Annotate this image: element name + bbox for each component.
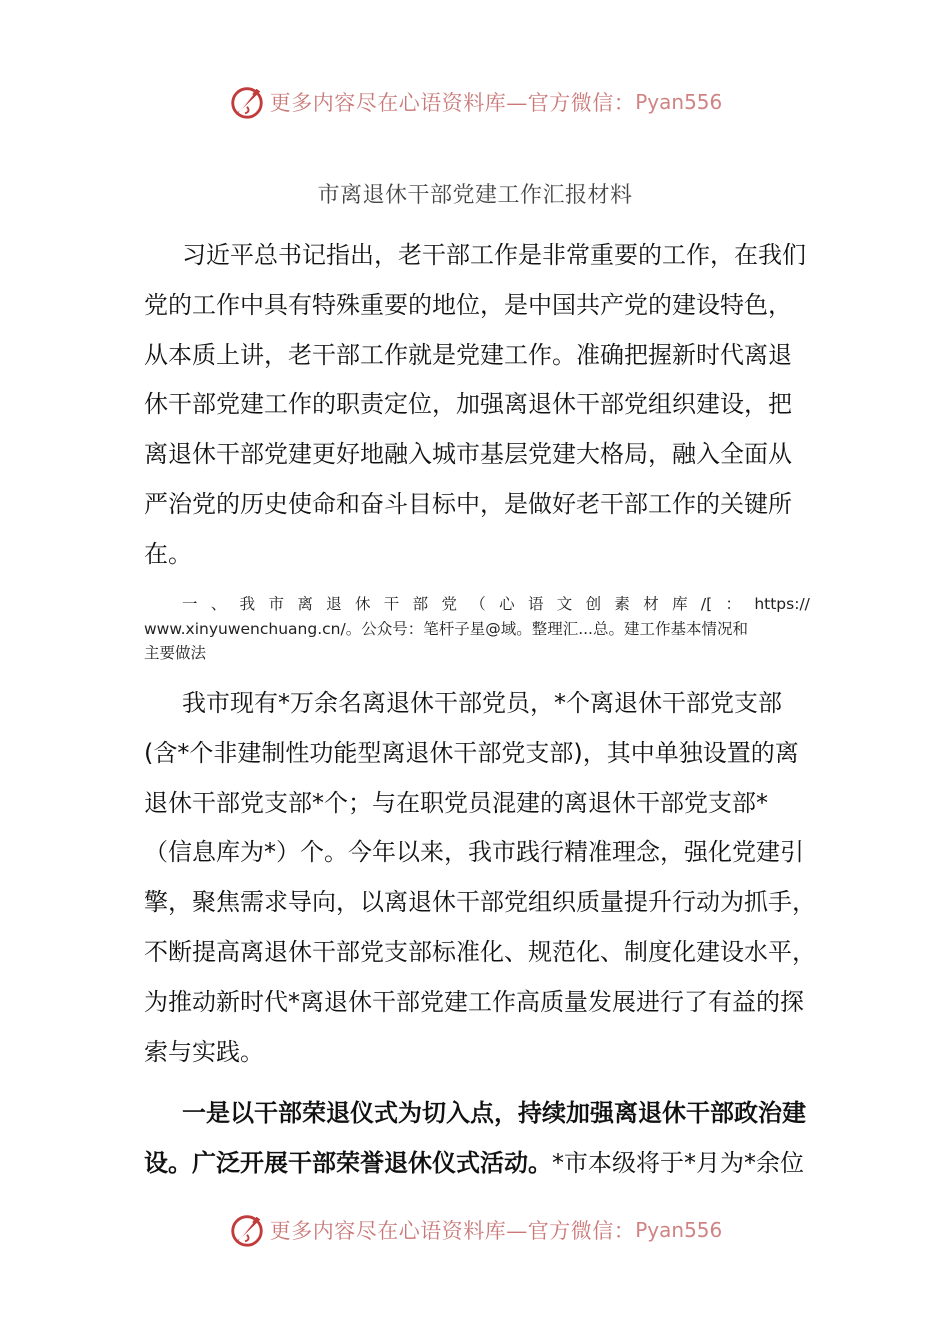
paragraph-line: 离退休干部党建更好地融入城市基层党建大格局，融入全面从 — [144, 440, 792, 469]
paragraph-line: 不断提高离退休干部党支部标准化、规范化、制度化建设水平， — [144, 937, 816, 966]
body-text: *市本级将于*月为*余位 — [552, 1148, 804, 1177]
quill-logo-icon — [228, 1211, 266, 1249]
watermark-text: 更多内容尽在心语资料库—官方微信： — [269, 91, 636, 115]
heading-char: ： — [725, 595, 742, 613]
paragraph-line: 休干部党建工作的职责定位，加强离退休干部党组织建设，把 — [144, 390, 792, 419]
heading-char: 市 — [268, 595, 284, 613]
heading-char: /[ — [700, 595, 713, 613]
heading-char: 部 — [412, 595, 429, 613]
heading-char: 心 — [499, 595, 515, 613]
paragraph-line: 从本质上讲，老干部工作就是党建工作。准确把握新时代离退 — [144, 340, 792, 369]
quill-logo-icon — [228, 83, 266, 121]
watermark-text: 更多内容尽在心语资料库—官方微信： — [269, 1219, 636, 1243]
heading-char: 离 — [297, 595, 313, 613]
heading-char: 材 — [643, 595, 659, 613]
paragraph-line: 在。 — [144, 539, 192, 568]
heading-char: 退 — [326, 595, 342, 613]
section-heading-row — [144, 592, 810, 617]
intro-paragraph — [144, 231, 824, 580]
paragraph-line: 索与实践。 — [144, 1037, 264, 1066]
heading-char: 干 — [383, 595, 400, 613]
heading-char: 文 — [556, 595, 573, 613]
wechat-id: Pyan556 — [635, 1218, 723, 1242]
paragraph-line: 我市现有*万余名离退休干部党员，*个离退休干部党支部 — [182, 689, 782, 717]
watermark-banner-bottom — [0, 1210, 950, 1250]
heading-char: 、 — [210, 595, 227, 613]
heading-char: https:// — [754, 595, 810, 613]
document-title: 市离退休干部党建工作汇报材料 — [317, 183, 633, 208]
status-paragraph — [144, 679, 824, 1077]
section-heading-row: www.xinyuwenchuang.cn/。公众号：笔杆子星@域。整理汇...总。建工作基本情况和 — [144, 619, 748, 638]
heading-char: 语 — [527, 595, 544, 613]
paragraph-line: 严治党的历史使命和奋斗目标中，是做好老干部工作的关键所 — [144, 489, 792, 518]
paragraph-line-bold: 一是以干部荣退仪式为切入点，持续加强离退休干部政治建 — [182, 1099, 806, 1127]
watermark-banner-top — [0, 82, 950, 122]
heading-char: 库 — [672, 595, 688, 613]
paragraph-line — [144, 1139, 824, 1189]
heading-char: 一 — [182, 595, 198, 613]
paragraph-line: （信息库为*）个。今年以来，我市践行精准理念，强化党建引 — [144, 838, 804, 867]
paragraph-line: 退休干部党支部*个；与在职党员混建的离退休干部党支部* — [144, 788, 768, 817]
heading-char: 我 — [239, 595, 256, 613]
section-heading-row: 主要做法 — [144, 644, 207, 662]
paragraph-line: 为推动新时代*离退休干部党建工作高质量发展进行了有益的探 — [144, 987, 804, 1016]
heading-char: 素 — [614, 595, 630, 613]
paragraph-line: 擎，聚焦需求导向，以离退休干部党组织质量提升行动为抓手， — [144, 888, 816, 917]
heading-char: 创 — [585, 595, 602, 613]
paragraph-line: 习近平总书记指出，老干部工作是非常重要的工作，在我们 — [182, 241, 806, 269]
heading-char: 党 — [441, 595, 457, 613]
paragraph-line: (含*个非建制性功能型离退休干部党支部)，其中单独设置的离 — [144, 738, 799, 767]
section-heading-1 — [144, 592, 810, 666]
wechat-id: Pyan556 — [635, 90, 723, 114]
bold-lead-text: 设。广泛开展干部荣誉退休仪式活动。 — [144, 1148, 552, 1177]
heading-char: （ — [470, 595, 486, 613]
paragraph-line: 党的工作中具有特殊重要的地位，是中国共产党的建设特色， — [144, 290, 792, 319]
measure-paragraph — [144, 1089, 824, 1189]
heading-char: 休 — [354, 595, 371, 613]
